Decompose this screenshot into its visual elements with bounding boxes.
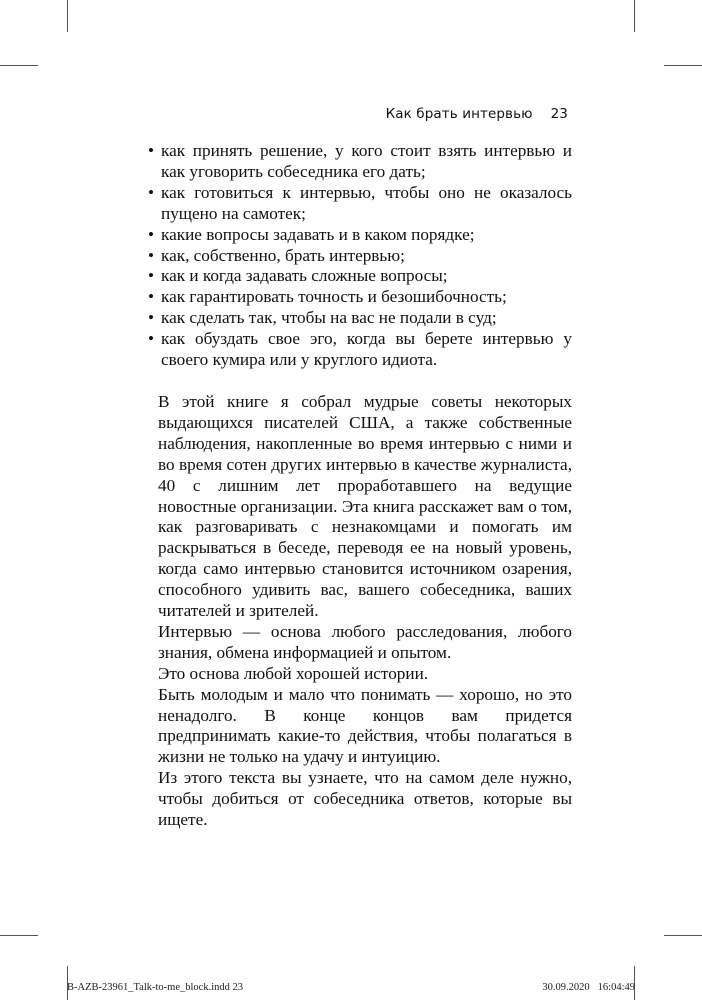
body-text: [148, 141, 572, 831]
bullet-text: как обуздать свое эго, когда вы берете интервью у своего кумира или у круглого идиота.: [161, 329, 572, 370]
bullet-list: [148, 141, 572, 371]
bullet-text: как и когда задавать сложные вопросы;: [161, 266, 448, 286]
bullet-text: как гарантировать точность и безошибочность;: [161, 287, 507, 307]
running-head-title: Как брать интервью: [385, 106, 533, 122]
bullet-text: как сделать так, чтобы на вас не подали в суд;: [161, 308, 497, 328]
bullet-item: [148, 287, 572, 308]
print-slug-date: 30.09.2020: [542, 982, 590, 993]
page-number: 23: [550, 106, 568, 122]
bullet-item: [148, 266, 572, 287]
print-slug-timestamp: [542, 982, 635, 993]
bullet-marker: •: [148, 308, 155, 328]
crop-mark-top-right-v: [634, 0, 635, 32]
bullet-marker: •: [148, 141, 155, 160]
crop-mark-top-left-v: [67, 0, 68, 32]
print-slug-file: B-AZB-23961_Talk-to-me_block.indd 23: [67, 982, 243, 993]
bullet-item: [148, 308, 572, 329]
bullet-text: как готовиться к интервью, чтобы оно не оказалось пущено на самотек;: [161, 182, 572, 223]
bullet-text: какие вопросы задавать и в каком порядке;: [161, 224, 475, 244]
paragraph: Быть молодым и мало что понимать — хорошо, но это ненадолго. В конце концов вам придется предпринимать какие-то действия, чтобы полагаться в жизни не только на удачу и интуицию.: [158, 684, 572, 767]
bullet-item: [148, 329, 572, 371]
bullet-item: [148, 225, 572, 246]
bullet-text: как, собственно, брать интервью;: [161, 245, 405, 265]
paragraph: Интервью — основа любого расследования, любого знания, обмена информацией и опытом.: [158, 621, 572, 662]
bullet-item: [148, 246, 572, 267]
bullet-marker: •: [148, 287, 155, 307]
bullet-marker: •: [148, 224, 155, 244]
print-slug-time: 16:04:49: [597, 982, 635, 993]
paragraph: В этой книге я собрал мудрые советы некоторых выдающихся писателей США, а также собственные наблюдения, накопленные во время интервью с ними и во время сотен других интервью в качестве журналиста, 40 с лишним лет проработавшего на ведущие новостные организации. Эта книга расскажет вам о том, как разговаривать с незнакомцами и помогать им раскрываться в беседе, переводя ее на новый уровень, когда само интервью становится источником озарения, способного удивить вас, вашего собеседника, ваших читателей и зрителей.: [158, 391, 572, 621]
bullet-marker: •: [148, 245, 155, 265]
crop-mark-top-left-h: [0, 65, 38, 66]
bullet-item: [148, 183, 572, 225]
bullet-marker: •: [148, 182, 155, 202]
paragraph: Из этого текста вы узнаете, что на самом деле нужно, чтобы добиться от собеседника ответов, которые вы ищете.: [158, 768, 572, 830]
crop-mark-bottom-left-h: [0, 935, 38, 936]
paragraph: Это основа любой хорошей истории.: [158, 663, 429, 683]
bullet-marker: •: [148, 329, 155, 349]
bullet-item: [148, 141, 572, 183]
bullet-text: как принять решение, у кого стоит взять интервью и как уговорить собеседника его дать;: [161, 141, 572, 181]
crop-mark-top-right-h: [664, 65, 702, 66]
running-head: [150, 106, 568, 122]
crop-mark-bottom-right-h: [664, 935, 702, 936]
section-gap: [158, 371, 572, 392]
bullet-marker: •: [148, 266, 155, 286]
